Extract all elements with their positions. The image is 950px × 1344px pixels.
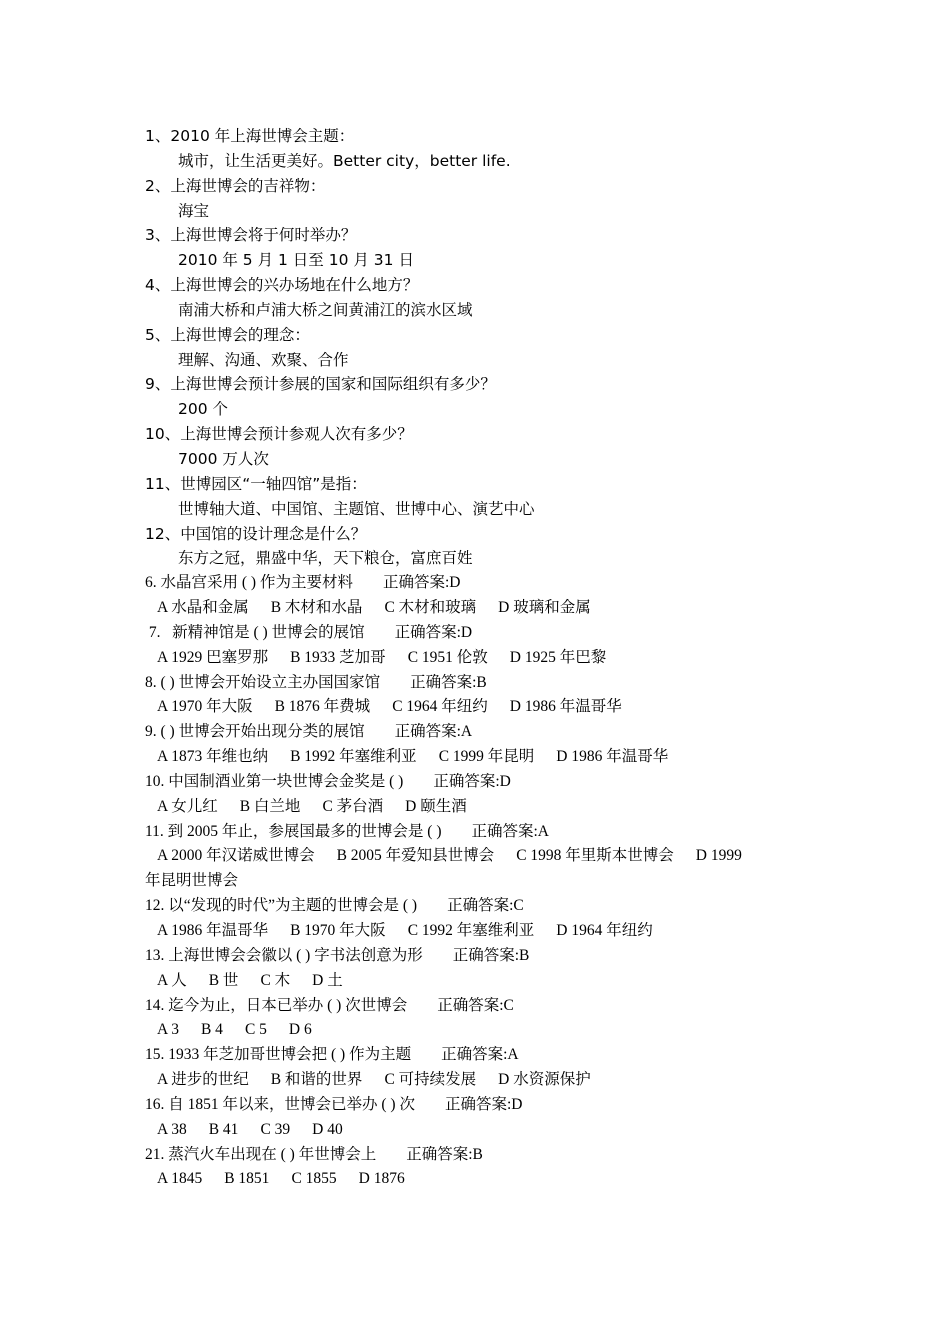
option-b: B 1876 年费城 (274, 698, 371, 716)
mc-question-10 (145, 770, 825, 795)
question-3: 3、上海世博会将于何时举办？ (145, 226, 357, 245)
option-b: B 和谐的世界 (270, 1071, 363, 1089)
question-9: 9、上海世博会预计参展的国家和国际组织有多少？ (145, 375, 496, 394)
mc-correct-answer: 正确答案:D (444, 1095, 523, 1113)
mc-question-text: 11. 到 2005 年止，参展国最多的世博会是 ( ) (145, 822, 442, 840)
option-c: C 39 (260, 1120, 291, 1138)
answer-10: 7000 万人次 (178, 449, 269, 468)
option-c: C 1855 (291, 1170, 337, 1188)
answer-5: 理解、沟通、欢聚、合作 (178, 350, 349, 369)
mc-options-6 (145, 596, 825, 621)
option-d: D 玻璃和金属 (498, 599, 591, 617)
mc-question-12 (145, 894, 825, 919)
option-c: C 可持续发展 (384, 1071, 477, 1089)
option-c: C 1998 年里斯本世博会 (516, 847, 674, 865)
option-b: B 2005 年爱知县世博会 (336, 847, 495, 865)
mc-question-14 (145, 994, 825, 1019)
option-d: D 40 (312, 1120, 343, 1138)
mc-options-14 (145, 1018, 825, 1043)
question-2: 2、上海世博会的吉祥物： (145, 176, 326, 195)
question-1: 1、2010 年上海世博会主题： (145, 127, 355, 145)
option-a: A 进步的世纪 (157, 1071, 249, 1089)
mc-question-text: 21. 蒸汽火车出现在 ( ) 年世博会上 (145, 1145, 377, 1163)
answer-3: 2010 年 5 月 1 日至 10 月 31 日 (178, 251, 414, 270)
mc-correct-answer: 正确答案:B (406, 1145, 483, 1163)
answer-11: 世博轴大道、中国馆、主题馆、世博中心、演艺中心 (178, 499, 535, 518)
option-a: A 1986 年温哥华 (157, 922, 269, 939)
option-b: B 4 (200, 1021, 223, 1039)
mc-question-16 (145, 1093, 825, 1118)
question-10: 10、上海世博会预计参观人次有多少？ (145, 425, 413, 444)
mc-question-text: 8. ( ) 世博会开始设立主办国国家馆 (145, 673, 381, 691)
option-a: A 女儿红 (157, 797, 218, 815)
option-c: C 木材和玻璃 (384, 599, 477, 617)
option-a: A 人 (157, 971, 187, 989)
mc-question-text: 15. 1933 年芝加哥世博会把 ( ) 作为主题 (145, 1046, 412, 1064)
mc-options-11-continuation: 年昆明世博会 (145, 872, 239, 890)
answer-4: 南浦大桥和卢浦大桥之间黄浦江的滨水区域 (178, 300, 473, 319)
document-body (145, 124, 825, 1192)
mc-options-9 (145, 745, 825, 770)
option-c: C 1992 年塞维利亚 (407, 922, 535, 939)
option-c: C 茅台酒 (322, 797, 384, 815)
mc-question-text: 13. 上海世博会会徽以 ( ) 字书法创意为形 (145, 946, 423, 964)
mc-question-text: 6. 水晶宫采用 ( ) 作为主要材料 (145, 574, 353, 592)
option-c: C 1999 年昆明 (438, 748, 535, 766)
option-a: A 38 (157, 1120, 187, 1138)
option-a: A 3 (157, 1021, 179, 1039)
mc-question-text: 14. 迄今为止，日本已举办 ( ) 次世博会 (145, 996, 408, 1014)
option-a: A 1845 (157, 1170, 203, 1188)
mc-question-text: 9. ( ) 世博会开始出现分类的展馆 (145, 723, 365, 741)
option-c: C 木 (260, 971, 291, 989)
option-a: A 水晶和金属 (157, 599, 249, 617)
option-d: D 1964 年纽约 (556, 922, 653, 939)
mc-question-6 (145, 571, 825, 596)
mc-correct-answer: 正确答案:A (441, 1046, 519, 1064)
mc-options-11 (145, 844, 825, 869)
option-d: D 1925 年巴黎 (509, 648, 607, 666)
mc-options-15 (145, 1068, 825, 1093)
mc-question-text: 12. 以“发现的时代”为主题的世博会是 ( ) (145, 897, 418, 915)
mc-correct-answer: 正确答案:B (452, 946, 530, 964)
option-b: B 白兰地 (239, 797, 301, 815)
option-d: D 水资源保护 (498, 1071, 591, 1089)
option-d: D 1986 年温哥华 (556, 748, 669, 766)
option-a: A 1929 巴塞罗那 (157, 648, 269, 666)
option-d: D 1876 (358, 1170, 405, 1188)
question-4: 4、上海世博会的兴办场地在什么地方？ (145, 276, 419, 295)
mc-options-10 (145, 795, 825, 820)
mc-correct-answer: 正确答案:C (447, 897, 524, 915)
mc-question-15 (145, 1043, 825, 1068)
answer-12: 东方之冠，鼎盛中华，天下粮仓，富庶百姓 (178, 549, 473, 568)
option-a: A 2000 年汉诺威世博会 (157, 847, 315, 865)
option-b: B 41 (208, 1120, 239, 1138)
answer-2: 海宝 (178, 201, 210, 220)
answer-1: 城市，让生活更美好。Better city，better life. (178, 151, 511, 170)
option-b: B 世 (208, 971, 239, 989)
option-b: B 1970 年大阪 (290, 922, 386, 939)
mc-question-text: 16. 自 1851 年以来，世博会已举办 ( ) 次 (145, 1095, 415, 1113)
option-d: D 土 (312, 971, 343, 989)
question-11: 11、世博园区“一轴四馆”是指： (145, 474, 367, 493)
option-b: B 1992 年塞维利亚 (290, 748, 417, 766)
mc-correct-answer: 正确答案:A (394, 723, 473, 741)
mc-question-11 (145, 820, 825, 845)
mc-correct-answer: 正确答案:B (410, 673, 487, 691)
mc-correct-answer: 正确答案:C (437, 996, 514, 1014)
option-d: D 6 (288, 1021, 312, 1039)
option-c: C 5 (244, 1021, 267, 1039)
answer-9: 200 个 (178, 400, 229, 419)
mc-options-12 (145, 919, 825, 944)
mc-options-16 (145, 1118, 825, 1143)
mc-options-13 (145, 969, 825, 994)
mc-question-7 (145, 621, 825, 646)
option-b: B 1933 芝加哥 (290, 648, 386, 666)
mc-options-7 (145, 646, 825, 671)
mc-question-13 (145, 944, 825, 969)
option-c: C 1951 伦敦 (407, 648, 488, 666)
mc-correct-answer: 正确答案:A (471, 822, 550, 840)
mc-question-9 (145, 720, 825, 745)
option-a: A 1970 年大阪 (157, 698, 253, 716)
mc-options-8 (145, 695, 825, 720)
mc-question-21 (145, 1143, 825, 1168)
option-a: A 1873 年维也纳 (157, 748, 269, 766)
option-d: D 1986 年温哥华 (509, 698, 622, 716)
mc-options-21 (145, 1167, 825, 1192)
option-d: D 1999 (695, 847, 742, 865)
mc-correct-answer: 正确答案:D (433, 772, 511, 790)
mc-question-text: 10. 中国制酒业第一块世博会金奖是 ( ) (145, 772, 404, 790)
option-b: B 木材和水晶 (270, 599, 363, 617)
option-b: B 1851 (224, 1170, 270, 1188)
option-c: C 1964 年纽约 (392, 698, 488, 716)
option-d: D 颐生酒 (405, 797, 467, 815)
mc-question-8 (145, 671, 825, 696)
mc-correct-answer: 正确答案:D (382, 574, 461, 592)
question-5: 5、上海世博会的理念： (145, 325, 310, 344)
question-12: 12、中国馆的设计理念是什么？ (145, 524, 367, 543)
mc-question-text: 7. 新精神馆是 ( ) 世博会的展馆 (145, 623, 365, 641)
mc-correct-answer: 正确答案:D (394, 623, 473, 641)
